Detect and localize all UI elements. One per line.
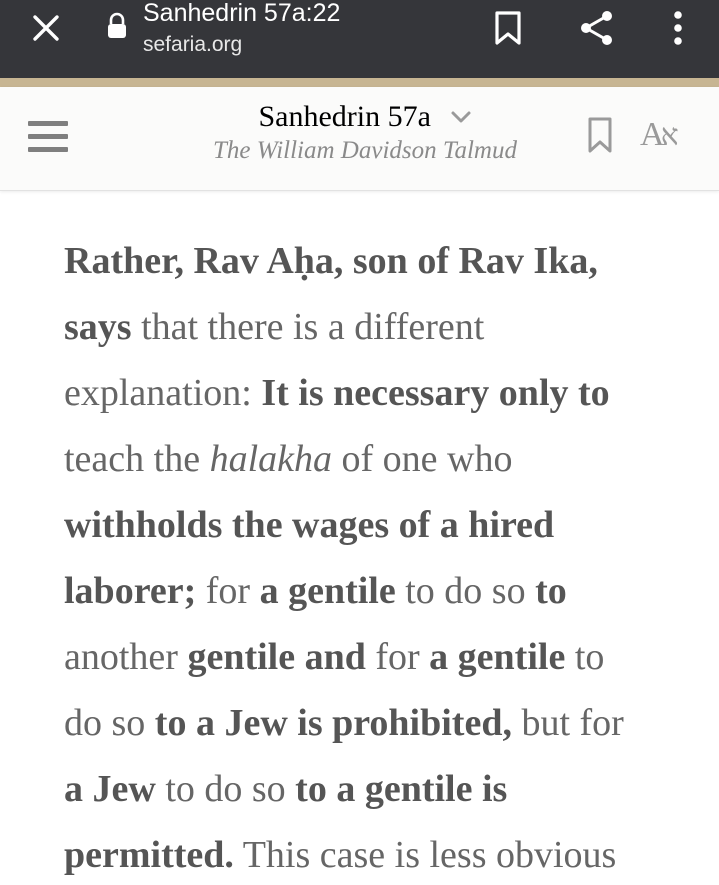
commentary-segment: but for	[511, 702, 624, 744]
browser-domain: sefaria.org	[143, 33, 243, 56]
passage-line	[64, 558, 664, 624]
commentary-segment: to do so	[395, 570, 536, 612]
passage-line	[64, 360, 664, 426]
commentary-segment: that there is a different	[131, 306, 485, 348]
header-title-text: Sanhedrin 57a	[258, 100, 431, 133]
passage-line	[64, 624, 664, 690]
commentary-segment: for	[196, 570, 260, 612]
latin-letter: A	[640, 116, 665, 153]
hamburger-menu-icon[interactable]	[26, 117, 70, 157]
header-title-group[interactable]	[200, 99, 530, 166]
close-icon[interactable]	[26, 8, 66, 48]
passage-line	[64, 756, 664, 822]
translation-bold-segment: Rather, Rav Aḥa, son of Rav Ika,	[64, 240, 598, 282]
passage-line	[64, 690, 664, 756]
accent-strip	[0, 78, 719, 87]
translation-bold-segment: laborer;	[64, 570, 197, 612]
translation-bold-segment: withholds the wages of a hired	[64, 504, 555, 546]
bookmark-icon[interactable]	[486, 6, 530, 50]
passage-line	[64, 492, 664, 558]
commentary-segment: teach the	[64, 438, 210, 480]
language-toggle-button[interactable]	[640, 115, 696, 155]
translation-bold-segment: a gentile	[429, 636, 566, 678]
transliteration-segment: halakha	[209, 438, 333, 480]
passage-line	[64, 426, 664, 492]
more-vert-icon[interactable]	[656, 6, 700, 50]
passage-text	[64, 228, 664, 885]
reader-header	[0, 87, 719, 191]
chevron-down-icon[interactable]	[450, 98, 472, 134]
commentary-segment: do so	[64, 702, 155, 744]
commentary-segment: for	[365, 636, 430, 678]
browser-toolbar	[0, 0, 719, 78]
passage-line	[64, 228, 664, 294]
translation-bold-segment: to	[535, 570, 567, 612]
passage-line	[64, 294, 664, 360]
commentary-segment: explanation:	[64, 372, 262, 414]
bookmark-outline-icon[interactable]	[585, 115, 615, 155]
commentary-segment: This case is less obvious	[233, 834, 617, 876]
translation-bold-segment: to a gentile is	[295, 768, 508, 810]
share-icon[interactable]	[575, 6, 619, 50]
commentary-segment: to do so	[155, 768, 296, 810]
lock-icon	[106, 12, 128, 40]
commentary-segment: to	[565, 636, 605, 678]
translation-bold-segment: gentile and	[187, 636, 366, 678]
commentary-segment: of one who	[332, 438, 513, 480]
translation-bold-segment: permitted.	[64, 834, 234, 876]
passage-line	[64, 822, 664, 885]
header-title[interactable]	[258, 99, 471, 136]
header-subtitle: The William Davidson Talmud	[213, 137, 517, 164]
translation-bold-segment: to a Jew is prohibited,	[154, 702, 512, 744]
hebrew-letter: א	[660, 119, 679, 152]
translation-bold-segment: a Jew	[64, 768, 156, 810]
translation-bold-segment: It is necessary only to	[261, 372, 610, 414]
browser-page-title: Sanhedrin 57a:22	[143, 0, 341, 27]
commentary-segment: another	[64, 636, 188, 678]
translation-bold-segment: a gentile	[259, 570, 396, 612]
translation-bold-segment: says	[64, 306, 132, 348]
